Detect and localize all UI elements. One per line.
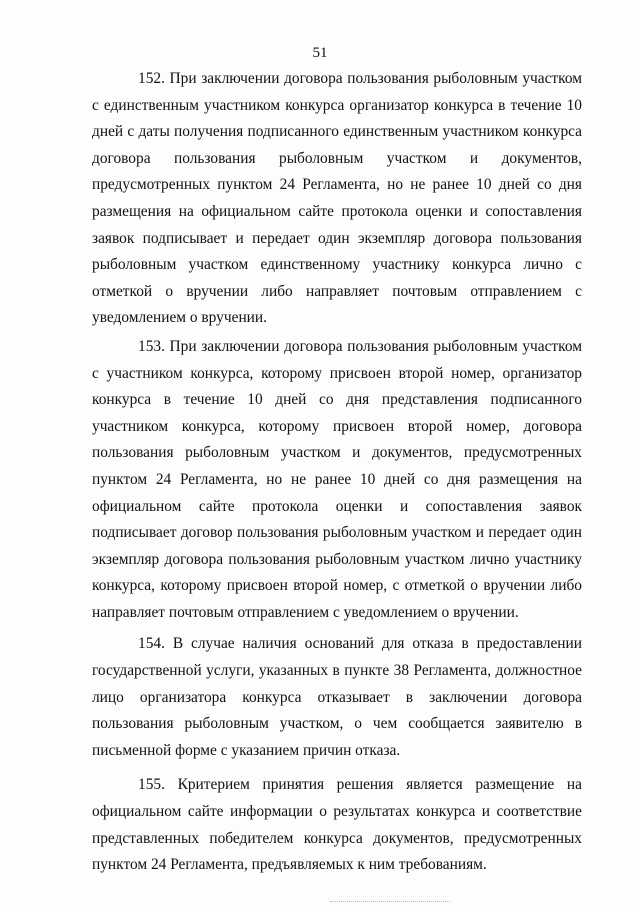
page-number: 51 [312,45,328,61]
paragraph-153: 153. При заключении договора пользования рыболовным участком с участником конкурса, которому присвоен второй номер, организатор конкурса в течение 10 дней со дня представления подписанного участником конкурса, которому присвоен второй номер, договора пользования рыболовным участком и документов, предусмотренных пунктом 24 Регламента, но не ранее 10 дней со дня размещения на официальном сайте протокола оценки и сопоставления заявок подписывает договор пользования рыболовным участком и передает один экземпляр договора пользования рыболовным участком лично участнику конкурса, которому присвоен второй номер, с отметкой о вручении либо направляет почтовым отправлением с уведомлением о вручении. [92,337,582,621]
scan-artifact-line [330,901,450,903]
document-body [92,66,582,879]
paragraph-154: 154. В случае наличия оснований для отказа в предоставлении государственной услуги, указанных в пункте 38 Регламента, должностное лицо организатора конкурса отказывает в заключении договора пользования рыболовным участком, о чем сообщается заявителю в письменной форме с указанием причин отказа. [92,635,582,759]
paragraph-152: 152. При заключении договора пользования рыболовным участком с единственным участником конкурса организатор конкурса в течение 10 дней с даты получения подписанного единственным участником конкурса договора пользования рыболовным участком и документов, предусмотренных пунктом 24 Регламента, но не ранее 10 дней со дня размещения на официальном сайте протокола оценки и сопоставления заявок подписывает и передает один экземпляр договора пользования рыболовным участком единственному участнику конкурса лично с отметкой о вручении либо направляет почтовым отправлением с уведомлением о вручении. [92,70,582,327]
paragraph-155: 155. Критерием принятия решения является размещение на официальном сайте информации о результатах конкурса и соответствие представленных победителем конкурса документов, предусмотренных пунктом 24 Регламента, предъявляемых к ним требованиям. [92,776,582,874]
